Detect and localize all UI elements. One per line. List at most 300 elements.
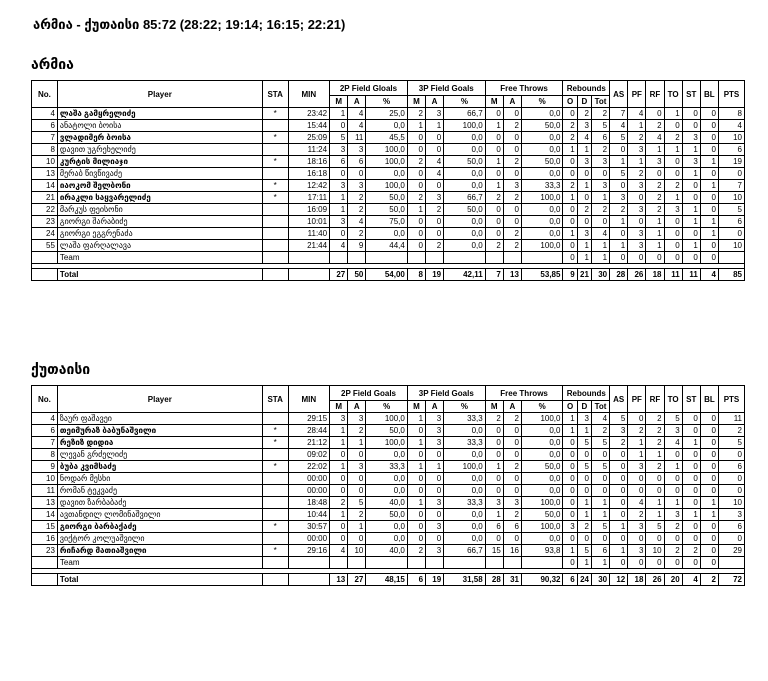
- stat-rf: 0: [646, 485, 664, 497]
- stat-mf: 1: [485, 156, 503, 168]
- stat-p3: 0,0: [444, 449, 486, 461]
- stat-to: 0: [664, 240, 682, 252]
- player-row: [32, 180, 745, 192]
- stat-o: 0: [563, 216, 577, 228]
- stat-pts: 10: [718, 192, 744, 204]
- player-name: თეიმურაზ ბაბუნაშვილი: [57, 425, 262, 437]
- stat-m3: 2: [407, 108, 425, 120]
- total-stat-mf: 28: [485, 574, 503, 586]
- stat-m3: 0: [407, 449, 425, 461]
- total-stat-pf_pct: 90,32: [521, 574, 563, 586]
- stat-a2: 5: [348, 497, 366, 509]
- stat-min: 09:02: [288, 449, 329, 461]
- stat-af: 0: [503, 132, 521, 144]
- subheader-pct: %: [521, 96, 563, 108]
- subheader-d: D: [577, 401, 591, 413]
- stat-mf: 2: [485, 192, 503, 204]
- stat-p3: 66,7: [444, 192, 486, 204]
- stat-min: 00:00: [288, 485, 329, 497]
- player-row: [32, 485, 745, 497]
- stat-m2: 3: [330, 180, 348, 192]
- stat-af: 3: [503, 497, 521, 509]
- stat-a2: 1: [348, 521, 366, 533]
- stat-mf: 0: [485, 449, 503, 461]
- stat-bl: 0: [700, 485, 718, 497]
- stat-pf: 2: [628, 168, 646, 180]
- stat-m3: 0: [407, 533, 425, 545]
- stat-o: 2: [563, 120, 577, 132]
- total-stat-m3: 8: [407, 269, 425, 281]
- team-row-blank: [348, 557, 366, 569]
- stat-m3: 1: [407, 437, 425, 449]
- stat-st: 0: [682, 228, 700, 240]
- stat-to: 0: [664, 156, 682, 168]
- subheader-pct: %: [521, 401, 563, 413]
- stat-mf: 2: [485, 240, 503, 252]
- stat-bl: 1: [700, 509, 718, 521]
- col-header-3p: 3P Field Goals: [407, 81, 485, 96]
- stat-to: 3: [664, 509, 682, 521]
- boxscore-table-home: [31, 80, 745, 281]
- stat-mf: 2: [485, 413, 503, 425]
- stat-to: 1: [664, 108, 682, 120]
- stat-p2: 40,0: [366, 545, 408, 557]
- player-row: [32, 156, 745, 168]
- team-stat-bl: 0: [700, 252, 718, 264]
- stat-as: 4: [610, 120, 628, 132]
- team-row-blank: [407, 252, 425, 264]
- stat-a3: 0: [426, 473, 444, 485]
- stat-pf_pct: 50,0: [521, 461, 563, 473]
- stat-pf: 3: [628, 521, 646, 533]
- stat-to: 0: [664, 449, 682, 461]
- stat-af: 0: [503, 168, 521, 180]
- team-row: [32, 252, 745, 264]
- stat-a3: 0: [426, 449, 444, 461]
- stat-a2: 6: [348, 156, 366, 168]
- total-stat-mf: 7: [485, 269, 503, 281]
- stat-tot: 1: [591, 240, 609, 252]
- stat-a3: 0: [426, 132, 444, 144]
- subheader-d: D: [577, 96, 591, 108]
- team-row-blank: [330, 252, 348, 264]
- stat-st: 0: [682, 473, 700, 485]
- stat-m3: 0: [407, 509, 425, 521]
- player-row: [32, 228, 745, 240]
- stat-mf: 0: [485, 485, 503, 497]
- stat-a2: 2: [348, 228, 366, 240]
- stat-d: 0: [577, 216, 591, 228]
- total-row: [32, 574, 745, 586]
- player-number: 16: [32, 533, 58, 545]
- stat-o: 0: [563, 156, 577, 168]
- stat-pts: 6: [718, 144, 744, 156]
- team-stat-tot: 1: [591, 557, 609, 569]
- stat-o: 0: [563, 449, 577, 461]
- stat-m3: 0: [407, 240, 425, 252]
- stat-m3: 2: [407, 192, 425, 204]
- team-row-blank: [521, 252, 563, 264]
- starter-mark: [262, 413, 288, 425]
- total-stat-p2: 48,15: [366, 574, 408, 586]
- player-name: რომან ტეკვაძე: [57, 485, 262, 497]
- stat-pf: 2: [628, 425, 646, 437]
- stat-min: 10:44: [288, 509, 329, 521]
- player-row: [32, 168, 745, 180]
- stat-m2: 1: [330, 425, 348, 437]
- stat-o: 0: [563, 108, 577, 120]
- stat-a2: 4: [348, 108, 366, 120]
- subheader-m: M: [407, 401, 425, 413]
- player-number: 24: [32, 228, 58, 240]
- stat-m3: 0: [407, 168, 425, 180]
- stat-o: 1: [563, 144, 577, 156]
- stat-pf: 0: [628, 485, 646, 497]
- stat-min: 16:09: [288, 204, 329, 216]
- stat-m2: 1: [330, 509, 348, 521]
- team-row-blank: [366, 557, 408, 569]
- stat-tot: 3: [591, 156, 609, 168]
- stat-to: 0: [664, 485, 682, 497]
- player-number: 13: [32, 497, 58, 509]
- stat-st: 1: [682, 168, 700, 180]
- stat-m2: 0: [330, 485, 348, 497]
- stat-to: 0: [664, 533, 682, 545]
- stat-d: 0: [577, 473, 591, 485]
- stat-as: 1: [610, 216, 628, 228]
- col-header-to: TO: [664, 386, 682, 413]
- stat-m2: 0: [330, 533, 348, 545]
- stat-p2: 45,5: [366, 132, 407, 144]
- stat-a3: 2: [426, 204, 444, 216]
- stat-o: 1: [563, 192, 577, 204]
- stat-pf: 3: [628, 180, 646, 192]
- stat-bl: 0: [700, 168, 718, 180]
- stat-rf: 0: [646, 168, 664, 180]
- stat-as: 0: [610, 449, 628, 461]
- col-header-pts: PTS: [718, 386, 744, 413]
- stat-pts: 6: [718, 521, 744, 533]
- stat-mf: 6: [485, 521, 503, 533]
- stat-a3: 3: [426, 425, 444, 437]
- stat-tot: 0: [591, 216, 609, 228]
- team-stat-o: 0: [563, 557, 577, 569]
- stat-pf: 3: [628, 240, 646, 252]
- stat-m2: 1: [330, 108, 348, 120]
- col-header-rf: RF: [646, 81, 664, 108]
- player-row: [32, 437, 745, 449]
- stat-as: 5: [610, 413, 628, 425]
- stat-p3: 0,0: [444, 473, 486, 485]
- stat-min: 00:00: [288, 533, 329, 545]
- stat-pf_pct: 100,0: [521, 240, 563, 252]
- col-header-st: ST: [682, 386, 700, 413]
- col-header-st: ST: [682, 81, 700, 108]
- stat-to: 0: [664, 120, 682, 132]
- stat-to: 5: [664, 413, 682, 425]
- player-name: ვიქტორ კოლუაშვილი: [57, 533, 262, 545]
- stat-bl: 0: [700, 437, 718, 449]
- stat-as: 2: [610, 437, 628, 449]
- stat-af: 2: [503, 120, 521, 132]
- col-header-as: AS: [610, 81, 628, 108]
- stat-af: 2: [503, 461, 521, 473]
- player-row: [32, 413, 745, 425]
- player-name: კურტის მილიაჯი: [57, 156, 262, 168]
- stat-af: 0: [503, 437, 521, 449]
- stat-tot: 4: [591, 413, 609, 425]
- stat-min: 29:15: [288, 413, 329, 425]
- total-stat-o: 9: [563, 269, 577, 281]
- player-number: 4: [32, 413, 58, 425]
- team-row-blank: [718, 252, 744, 264]
- stat-bl: 0: [700, 473, 718, 485]
- stat-m2: 1: [330, 204, 348, 216]
- stat-d: 3: [577, 228, 591, 240]
- stat-pf_pct: 50,0: [521, 120, 563, 132]
- stat-pf_pct: 0,0: [521, 485, 563, 497]
- stat-tot: 0: [591, 449, 609, 461]
- col-header-bl: BL: [700, 81, 718, 108]
- player-row: [32, 533, 745, 545]
- stat-rf: 2: [646, 413, 664, 425]
- stat-bl: 0: [700, 425, 718, 437]
- col-header-ft: Free Throws: [485, 386, 563, 401]
- stat-bl: 0: [700, 144, 718, 156]
- starter-mark: [262, 509, 288, 521]
- stat-af: 16: [503, 545, 521, 557]
- stat-m2: 0: [330, 473, 348, 485]
- team-row-blank: [32, 252, 58, 264]
- stat-rf: 1: [646, 216, 664, 228]
- stat-min: 11:40: [288, 228, 329, 240]
- stat-rf: 0: [646, 108, 664, 120]
- stat-d: 3: [577, 156, 591, 168]
- stat-pts: 8: [718, 108, 744, 120]
- total-stat-a3: 19: [426, 574, 444, 586]
- col-header-pts: PTS: [718, 81, 744, 108]
- stat-tot: 5: [591, 120, 609, 132]
- col-header-no: No.: [32, 81, 58, 108]
- stat-o: 2: [563, 180, 577, 192]
- player-number: 6: [32, 425, 58, 437]
- team-row-label: Team: [57, 252, 262, 264]
- stat-rf: 2: [646, 461, 664, 473]
- stat-rf: 5: [646, 521, 664, 533]
- total-row-blank: [262, 269, 288, 281]
- total-stat-p2: 54,00: [366, 269, 407, 281]
- stat-st: 0: [682, 485, 700, 497]
- stat-a2: 0: [348, 449, 366, 461]
- stat-mf: 0: [485, 425, 503, 437]
- stat-p2: 100,0: [366, 437, 408, 449]
- player-row: [32, 132, 745, 144]
- stat-pts: 0: [718, 485, 744, 497]
- stat-p3: 100,0: [444, 461, 486, 473]
- stat-m3: 1: [407, 461, 425, 473]
- stat-pts: 6: [718, 461, 744, 473]
- stat-bl: 0: [700, 204, 718, 216]
- stat-pts: 10: [718, 132, 744, 144]
- stat-tot: 0: [591, 485, 609, 497]
- stat-pts: 0: [718, 228, 744, 240]
- stat-pf: 4: [628, 108, 646, 120]
- stat-min: 18:16: [288, 156, 329, 168]
- stat-p2: 100,0: [366, 180, 407, 192]
- stat-p3: 33,3: [444, 437, 486, 449]
- stat-af: 0: [503, 533, 521, 545]
- stat-p2: 0,0: [366, 120, 407, 132]
- subheader-m: M: [330, 96, 348, 108]
- subheader-m: M: [330, 401, 348, 413]
- player-number: 11: [32, 485, 58, 497]
- stat-p2: 50,0: [366, 425, 408, 437]
- player-row: [32, 108, 745, 120]
- stat-pf: 3: [628, 545, 646, 557]
- stat-pf_pct: 0,0: [521, 132, 563, 144]
- stat-bl: 0: [700, 132, 718, 144]
- player-name: დავით ზარბაბაძე: [57, 497, 262, 509]
- total-stat-p3: 31,58: [444, 574, 486, 586]
- stat-p3: 0,0: [444, 240, 486, 252]
- stat-tot: 4: [591, 228, 609, 240]
- stat-tot: 1: [591, 192, 609, 204]
- stat-rf: 2: [646, 204, 664, 216]
- team-stat-to: 0: [664, 557, 682, 569]
- stat-bl: 0: [700, 461, 718, 473]
- stat-pts: 0: [718, 449, 744, 461]
- stat-a2: 3: [348, 413, 366, 425]
- total-stat-as: 28: [610, 269, 628, 281]
- stat-p2: 50,0: [366, 192, 407, 204]
- team-stat-st: 0: [682, 557, 700, 569]
- stat-pts: 10: [718, 240, 744, 252]
- stat-af: 0: [503, 144, 521, 156]
- stat-pf: 3: [628, 204, 646, 216]
- total-row: [32, 269, 745, 281]
- total-stat-af: 31: [503, 574, 521, 586]
- team-row: [32, 557, 745, 569]
- stat-a3: 0: [426, 485, 444, 497]
- stat-mf: 1: [485, 509, 503, 521]
- col-header-player: Player: [57, 386, 262, 413]
- stat-m2: 4: [330, 240, 348, 252]
- team-stat-to: 0: [664, 252, 682, 264]
- stat-min: 10:01: [288, 216, 329, 228]
- starter-mark: [262, 144, 288, 156]
- total-stat-pts: 85: [718, 269, 744, 281]
- player-name: მარკუს ფეისონი: [57, 204, 262, 216]
- total-label: Total: [57, 269, 262, 281]
- stat-as: 1: [610, 240, 628, 252]
- stat-m3: 0: [407, 485, 425, 497]
- player-name: ავთანდილ ლომინაშვილი: [57, 509, 262, 521]
- stat-pf_pct: 0,0: [521, 228, 563, 240]
- stat-af: 0: [503, 216, 521, 228]
- stat-pf_pct: 0,0: [521, 204, 563, 216]
- stat-mf: 0: [485, 144, 503, 156]
- stat-pf_pct: 0,0: [521, 449, 563, 461]
- player-name: ნოდარ მესხი: [57, 473, 262, 485]
- stat-pts: 29: [718, 545, 744, 557]
- player-number: 7: [32, 132, 58, 144]
- stat-d: 5: [577, 437, 591, 449]
- starter-mark: [262, 228, 288, 240]
- stat-pf_pct: 0,0: [521, 473, 563, 485]
- stat-bl: 1: [700, 228, 718, 240]
- stat-d: 1: [577, 240, 591, 252]
- game-title: არმია - ქუთაისი 85:72 (28:22; 19:14; 16:15; 22:21): [33, 17, 346, 32]
- total-row-blank: [32, 574, 58, 586]
- starter-mark: *: [262, 180, 288, 192]
- stat-min: 23:42: [288, 108, 329, 120]
- team-row-blank: [503, 557, 521, 569]
- player-name: გიორგი ეგგრენაძა: [57, 228, 262, 240]
- stat-p2: 0,0: [366, 521, 408, 533]
- stat-a2: 2: [348, 509, 366, 521]
- stat-as: 0: [610, 228, 628, 240]
- stat-mf: 0: [485, 168, 503, 180]
- stat-pf_pct: 0,0: [521, 216, 563, 228]
- total-stat-rf: 18: [646, 269, 664, 281]
- starter-mark: [262, 449, 288, 461]
- team-stat-rf: 0: [646, 252, 664, 264]
- stat-as: 0: [610, 485, 628, 497]
- subheader-pct: %: [444, 96, 486, 108]
- stat-m2: 1: [330, 192, 348, 204]
- stat-a2: 9: [348, 240, 366, 252]
- stat-p3: 0,0: [444, 509, 486, 521]
- stat-pts: 19: [718, 156, 744, 168]
- player-row: [32, 461, 745, 473]
- player-number: 14: [32, 180, 58, 192]
- stat-mf: 0: [485, 216, 503, 228]
- player-number: 6: [32, 120, 58, 132]
- stat-a2: 0: [348, 533, 366, 545]
- stat-d: 1: [577, 509, 591, 521]
- player-row: [32, 449, 745, 461]
- stat-m2: 0: [330, 521, 348, 533]
- stat-pts: 0: [718, 533, 744, 545]
- stat-to: 1: [664, 461, 682, 473]
- stat-a3: 3: [426, 497, 444, 509]
- col-header-sta: STA: [262, 81, 288, 108]
- stat-tot: 0: [591, 473, 609, 485]
- stat-o: 0: [563, 204, 577, 216]
- stat-pf_pct: 0,0: [521, 533, 563, 545]
- stat-p2: 50,0: [366, 509, 408, 521]
- stat-as: 0: [610, 180, 628, 192]
- team-row-blank: [407, 557, 425, 569]
- stat-o: 1: [563, 413, 577, 425]
- stat-as: 2: [610, 204, 628, 216]
- starter-mark: [262, 533, 288, 545]
- stat-rf: 3: [646, 156, 664, 168]
- stat-a2: 2: [348, 425, 366, 437]
- stat-p2: 33,3: [366, 461, 408, 473]
- stat-a3: 3: [426, 413, 444, 425]
- stat-min: 11:24: [288, 144, 329, 156]
- stat-pf: 0: [628, 216, 646, 228]
- player-name: ვლადიმერ ბოისა: [57, 132, 262, 144]
- stat-st: 1: [682, 216, 700, 228]
- subheader-o: O: [563, 401, 577, 413]
- stat-mf: 0: [485, 132, 503, 144]
- starter-mark: [262, 473, 288, 485]
- col-header-pf: PF: [628, 81, 646, 108]
- stat-pts: 0: [718, 168, 744, 180]
- stat-to: 2: [664, 521, 682, 533]
